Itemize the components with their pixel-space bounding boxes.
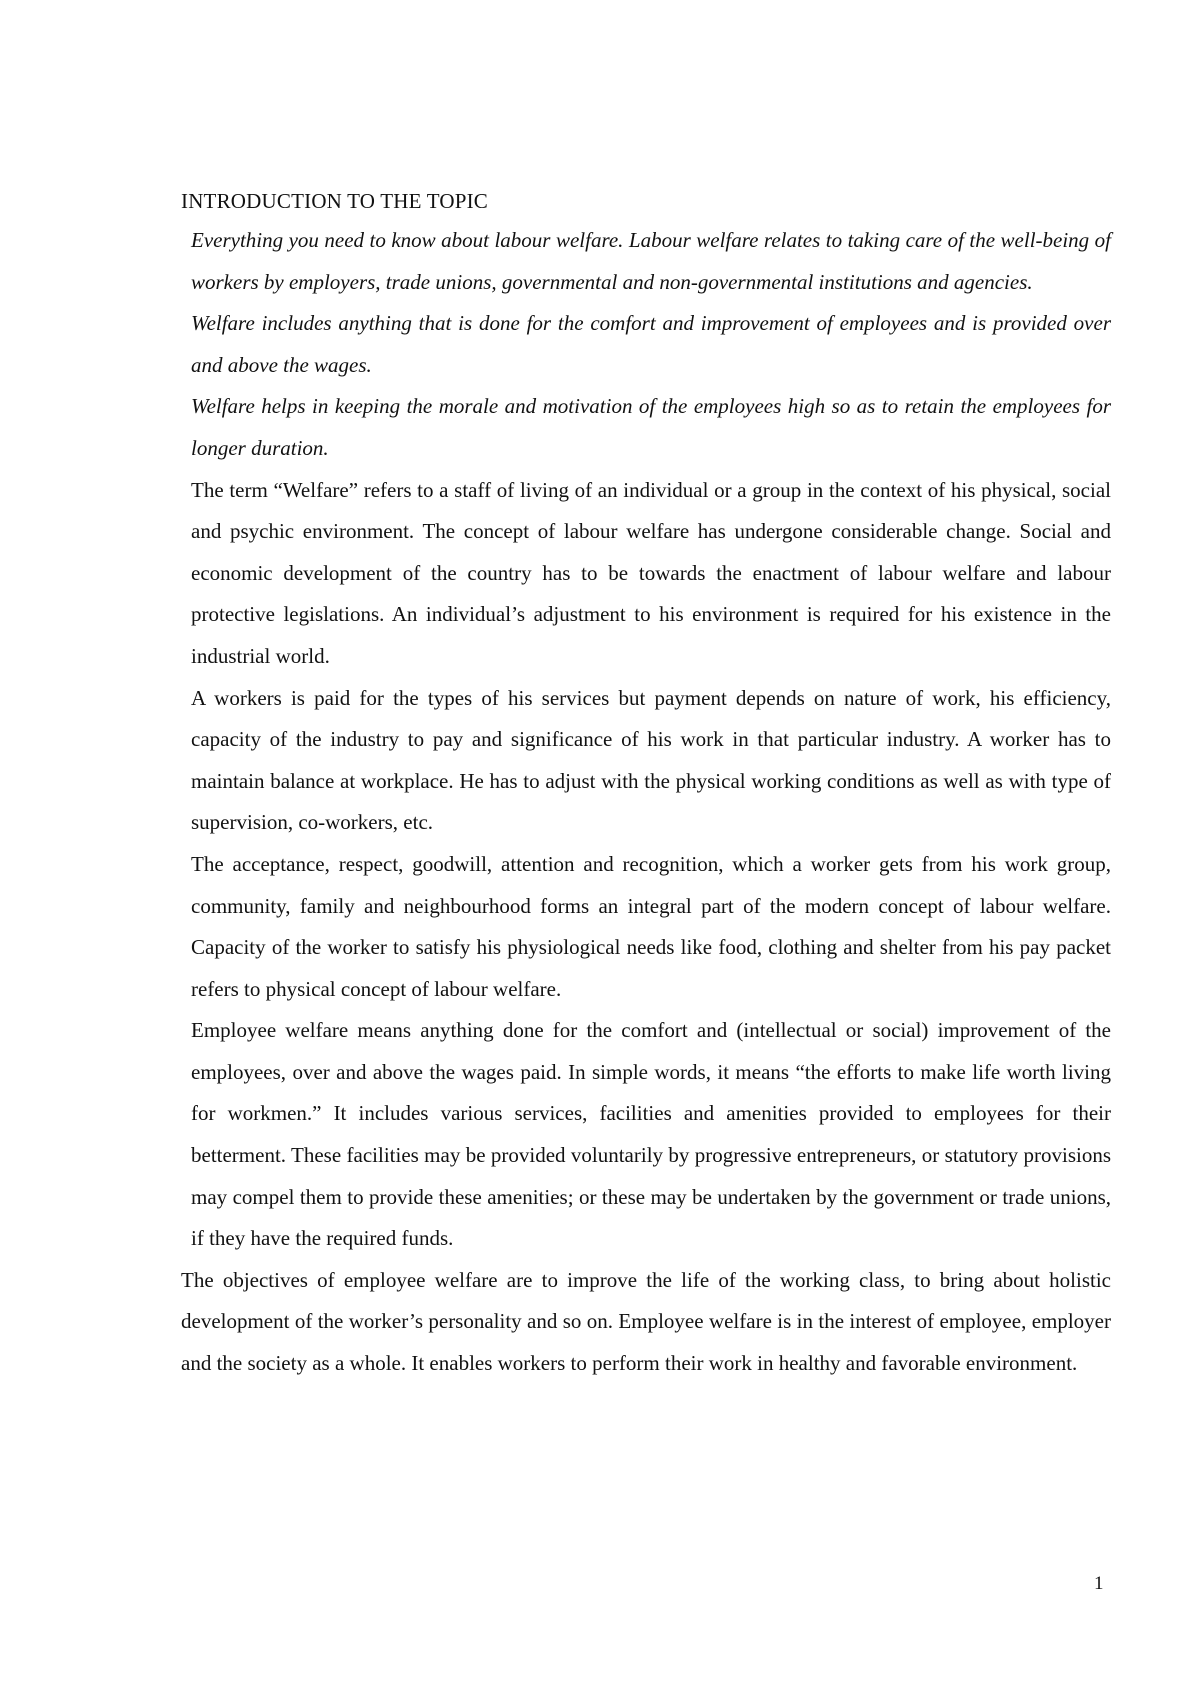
- term-welfare-paragraph: The term “Welfare” refers to a staff of living of an individual or a group in the context of his physical, social and psychic environment. The concept of labour welfare has undergone considerable change. Social and economic development of the country has to be towards the enactment of labour welfare and labour protective legislations. An individual’s adjustment to his environment is required for his existence in the industrial world.: [191, 477, 1111, 668]
- welfare-morale-paragraph: Welfare helps in keeping the morale and motivation of the employees high so as to retain the employees for longer duration.: [191, 394, 1111, 460]
- acceptance-paragraph: The acceptance, respect, goodwill, attention and recognition, which a worker gets from his work group, community, family and neighbourhood forms an integral part of the modern concept of labour welfare. Capacity of the worker to satisfy his physiological needs like food, clothing and shelter from his pay packet refers to physical concept of labour welfare.: [191, 851, 1111, 1001]
- objectives-paragraph: The objectives of employee welfare are to improve the life of the working class, to bring about holistic development of the worker’s personality and so on. Employee welfare is in the interest of employee, employer and the society as a whole. It enables workers to perform their work in healthy and favorable environment.: [181, 1267, 1111, 1376]
- section-heading: INTRODUCTION TO THE TOPIC: [181, 189, 488, 213]
- page-content: [181, 186, 1111, 1385]
- employee-welfare-paragraph: Employee welfare means anything done for the comfort and (intellectual or social) improvement of the employees, over and above the wages paid. In simple words, it means “the efforts to make life worth living for workmen.” It includes various services, facilities and amenities provided to employees for their betterment. These facilities may be provided voluntarily by progressive entrepreneurs, or statutory provisions may compel them to provide these amenities; or these may be undertaken by the government or trade unions, if they have the required funds.: [191, 1018, 1111, 1251]
- worker-payment-paragraph: A workers is paid for the types of his services but payment depends on nature of work, his efficiency, capacity of the industry to pay and significance of his work in that particular industry. A worker has to maintain balance at workplace. He has to adjust with the physical working conditions as well as with type of supervision, co-workers, etc.: [191, 685, 1111, 835]
- page-number: 1: [1094, 1573, 1104, 1594]
- welfare-definition-paragraph: Welfare includes anything that is done for the comfort and improvement of employees and is provided over and above the wages.: [191, 311, 1111, 377]
- intro-paragraph: Everything you need to know about labour welfare. Labour welfare relates to taking care of the well-being of workers by employers, trade unions, governmental and non-governmental institutions and agencies.: [191, 228, 1111, 294]
